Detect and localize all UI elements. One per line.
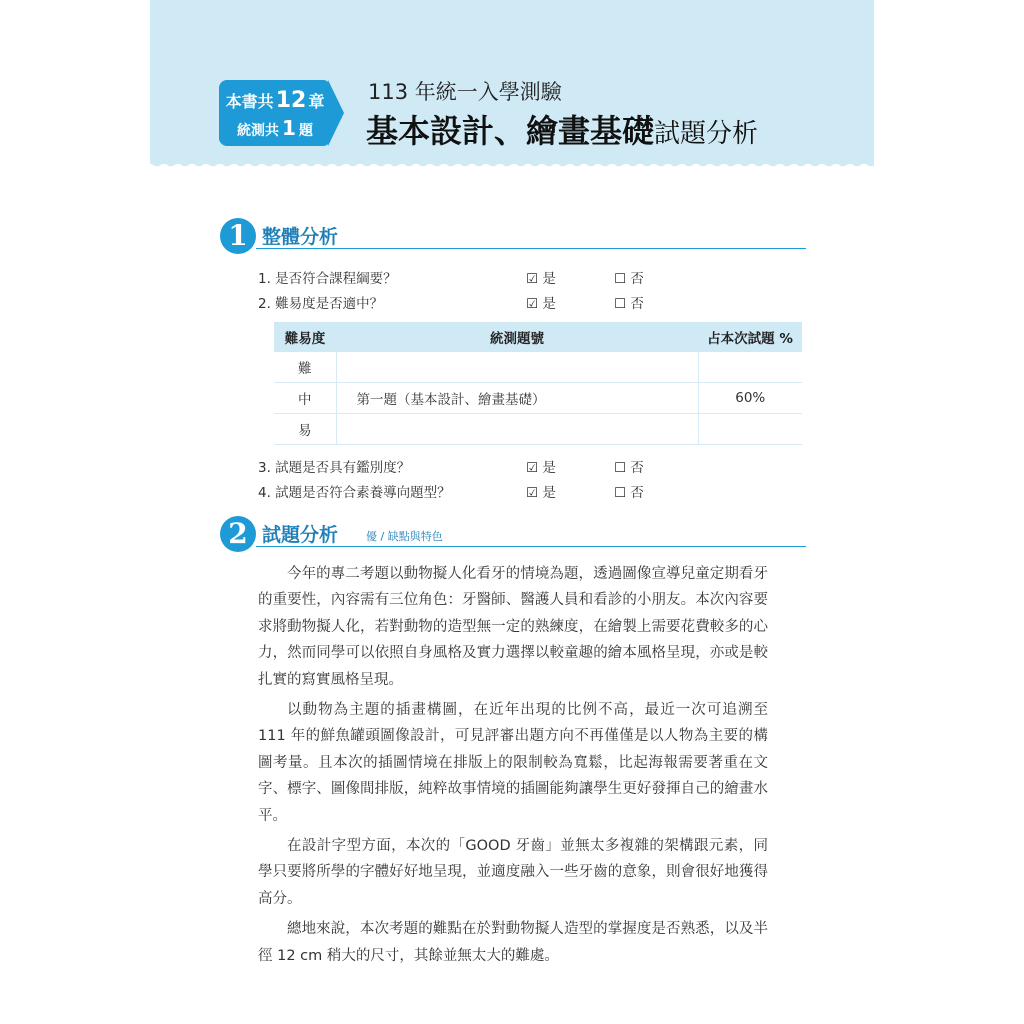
question-2-yes-checkbox: ☑ 是 [526,296,556,312]
analysis-paragraph-4: 總地來說，本次考題的難點在於對動物擬人造型的掌握度是否熟悉，以及半徑 12 cm 稍大的尺寸，其餘並無太大的難處。 [258,921,768,964]
badge-chapter-post: 章 [308,92,325,111]
chapter-badge [219,80,331,146]
section-1-heading [220,218,806,260]
analysis-paragraph-2: 以動物為主題的插畫構圖，在近年出現的比例不高，最近一次可追溯至 111 年的鮮魚罐頭圖像設計，可見評審出題方向不再僅僅是以人物為主要的構圖考量。且本次的插圖情境在排版上的限制較為寬鬆，比起海報需要著重在文字、標字、圖像間排版，純粹故事情境的插圖能夠讓學生更好發揮自己的繪畫水平。 [258,702,768,824]
table-row [274,352,802,383]
question-4-row [258,481,698,501]
page-title-main: 基本設計、繪畫基礎 [366,112,655,150]
badge-chapter-num: 12 [275,88,307,113]
analysis-body [258,561,768,969]
section-1-title: 整體分析 [262,226,339,248]
table-header-item: 統測題號 [336,322,698,352]
table-header-difficulty: 難易度 [274,322,336,352]
section-2-rule [256,546,806,547]
question-3-no-checkbox: ☐ 否 [614,460,644,476]
question-1-text: 1. 是否符合課程綱要？ [258,271,397,287]
section-2-note: 優 / 缺點與特色 [366,530,443,543]
section-2-heading [220,516,806,558]
section-1-number: 1 [220,218,256,254]
question-1-yes-checkbox: ☑ 是 [526,271,556,287]
page-title-suffix: 試題分析 [654,119,759,149]
table-cell-percent [698,414,802,445]
header-subtitle: 113 年統一入學測驗 [368,80,562,104]
badge-question-post: 題 [298,123,313,139]
section-1-rule [256,248,806,249]
table-cell-level: 難 [274,352,336,383]
table-header-percent: 占本次試題 % [698,322,802,352]
question-4-yes-checkbox: ☑ 是 [526,485,556,501]
badge-chapter-pre: 本書共 [225,92,274,111]
badge-question-pre: 統測共 [237,123,280,139]
difficulty-table [274,322,802,445]
section-2-number: 2 [220,516,256,552]
header-wave-edge [150,160,874,174]
table-header-row [274,322,802,352]
question-3-yes-checkbox: ☑ 是 [526,460,556,476]
page-title [366,106,758,152]
table-cell-percent [698,352,802,383]
page [150,0,874,1024]
question-1-row [258,267,698,287]
analysis-paragraph-1: 今年的專二考題以動物擬人化看牙的情境為題，透過圖像宣導兒童定期看牙的重要性，內容需有三位角色：牙醫師、醫護人員和看診的小朋友。本次內容要求將動物擬人化，若對動物的造型無一定的熟練度，在繪製上需要花費較多的心力，然而同學可以依照自身風格及實力選擇以較童趣的繪本風格呈現，亦或是較扎實的寫實風格呈現。 [258,566,768,688]
table-cell-item [336,352,698,383]
question-4-no-checkbox: ☐ 否 [614,485,644,501]
badge-question-count [219,116,331,140]
badge-question-num: 1 [282,116,296,140]
question-2-row [258,292,698,312]
badge-arrow-icon [328,80,344,146]
table-cell-level: 易 [274,414,336,445]
section-2-title: 試題分析 [262,524,339,546]
question-3-text: 3. 試題是否具有鑑別度？ [258,460,411,476]
table-cell-item: 第一題（基本設計、繪畫基礎） [336,383,698,414]
table-row [274,414,802,445]
table-cell-level: 中 [274,383,336,414]
question-2-text: 2. 難易度是否適中？ [258,296,384,312]
badge-chapter-count [219,88,331,113]
analysis-paragraph-3: 在設計字型方面，本次的「GOOD 牙齒」並無太多複雜的架構跟元素，同學只要將所學的字體好好地呈現，並適度融入一些牙齒的意象，則會很好地獲得高分。 [258,838,768,907]
question-2-no-checkbox: ☐ 否 [614,296,644,312]
table-cell-item [336,414,698,445]
table-row [274,383,802,414]
question-1-no-checkbox: ☐ 否 [614,271,644,287]
table-cell-percent: 60% [698,383,802,414]
question-3-row [258,456,698,476]
question-4-text: 4. 試題是否符合素養導向題型？ [258,485,451,501]
